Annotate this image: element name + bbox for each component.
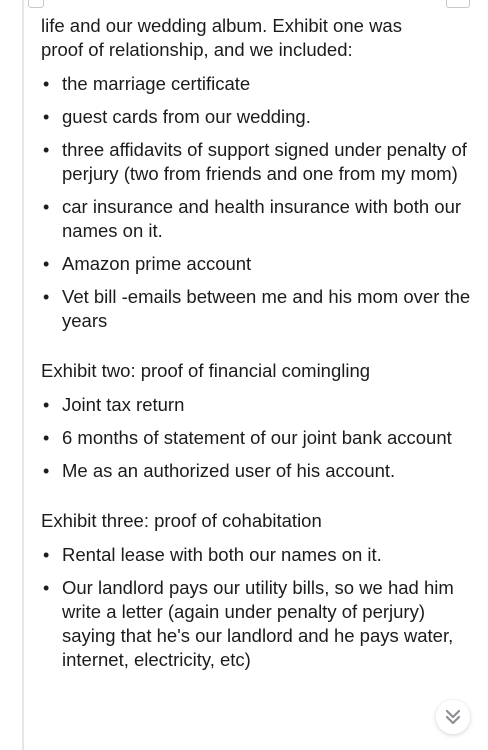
list-item-text: Rental lease with both our names on it.	[62, 544, 382, 565]
list-item-text: the marriage certificate	[62, 73, 251, 94]
bullet-marker: •	[43, 254, 50, 274]
toolbar-edge-icon-left	[28, 0, 44, 8]
exhibit-three-list	[41, 543, 471, 672]
bullet-marker: •	[43, 395, 50, 415]
scroll-down-button[interactable]	[436, 700, 470, 734]
chevron-double-down-icon	[443, 707, 463, 727]
intro-line-1: life and our wedding album. Exhibit one was	[41, 15, 402, 36]
bullet-marker: •	[43, 140, 50, 160]
toolbar-edge-icon-right	[446, 0, 470, 8]
list-item-text: Me as an authorized user of his account.	[62, 460, 396, 481]
bullet-marker: •	[43, 428, 50, 448]
bullet-marker: •	[43, 107, 50, 127]
bullet-marker: •	[43, 74, 50, 94]
list-item	[41, 105, 471, 129]
list-item	[41, 138, 471, 186]
list-item	[41, 576, 471, 672]
list-item-text: Joint tax return	[62, 394, 185, 415]
list-item	[41, 195, 471, 243]
exhibit-two-heading: Exhibit two: proof of financial comingling	[41, 360, 371, 381]
list-item-text: Our landlord pays our utility bills, so we had him write a letter (again under penalty of perjury) saying that he's our landlord and he pays water, internet, electricity, etc)	[62, 577, 454, 670]
bullet-marker: •	[43, 287, 50, 307]
list-item-text: 6 months of statement of our joint bank account	[62, 427, 452, 448]
list-item	[41, 72, 471, 96]
list-item-text: guest cards from our wedding.	[62, 106, 311, 127]
post-body	[41, 14, 471, 681]
intro-paragraph	[41, 14, 471, 62]
bullet-marker: •	[43, 545, 50, 565]
list-item-text: Vet bill -emails between me and his mom over the years	[62, 286, 471, 331]
list-item	[41, 426, 471, 450]
list-item	[41, 459, 471, 483]
bullet-marker: •	[43, 461, 50, 481]
list-item-text: three affidavits of support signed under penalty of perjury (two from friends and one from my mom)	[62, 139, 467, 184]
bullet-marker: •	[43, 578, 50, 598]
list-item	[41, 285, 471, 333]
exhibit-two-list	[41, 393, 471, 483]
exhibit-one-list	[41, 72, 471, 333]
bullet-marker: •	[43, 197, 50, 217]
exhibit-three-heading: Exhibit three: proof of cohabitation	[41, 510, 322, 531]
list-item	[41, 393, 471, 417]
quote-bar	[22, 0, 24, 750]
list-item-text: Amazon prime account	[62, 253, 252, 274]
list-item	[41, 252, 471, 276]
list-item-text: car insurance and health insurance with both our names on it.	[62, 196, 462, 241]
list-item	[41, 543, 471, 567]
intro-line-2: proof of relationship, and we included:	[41, 39, 353, 60]
